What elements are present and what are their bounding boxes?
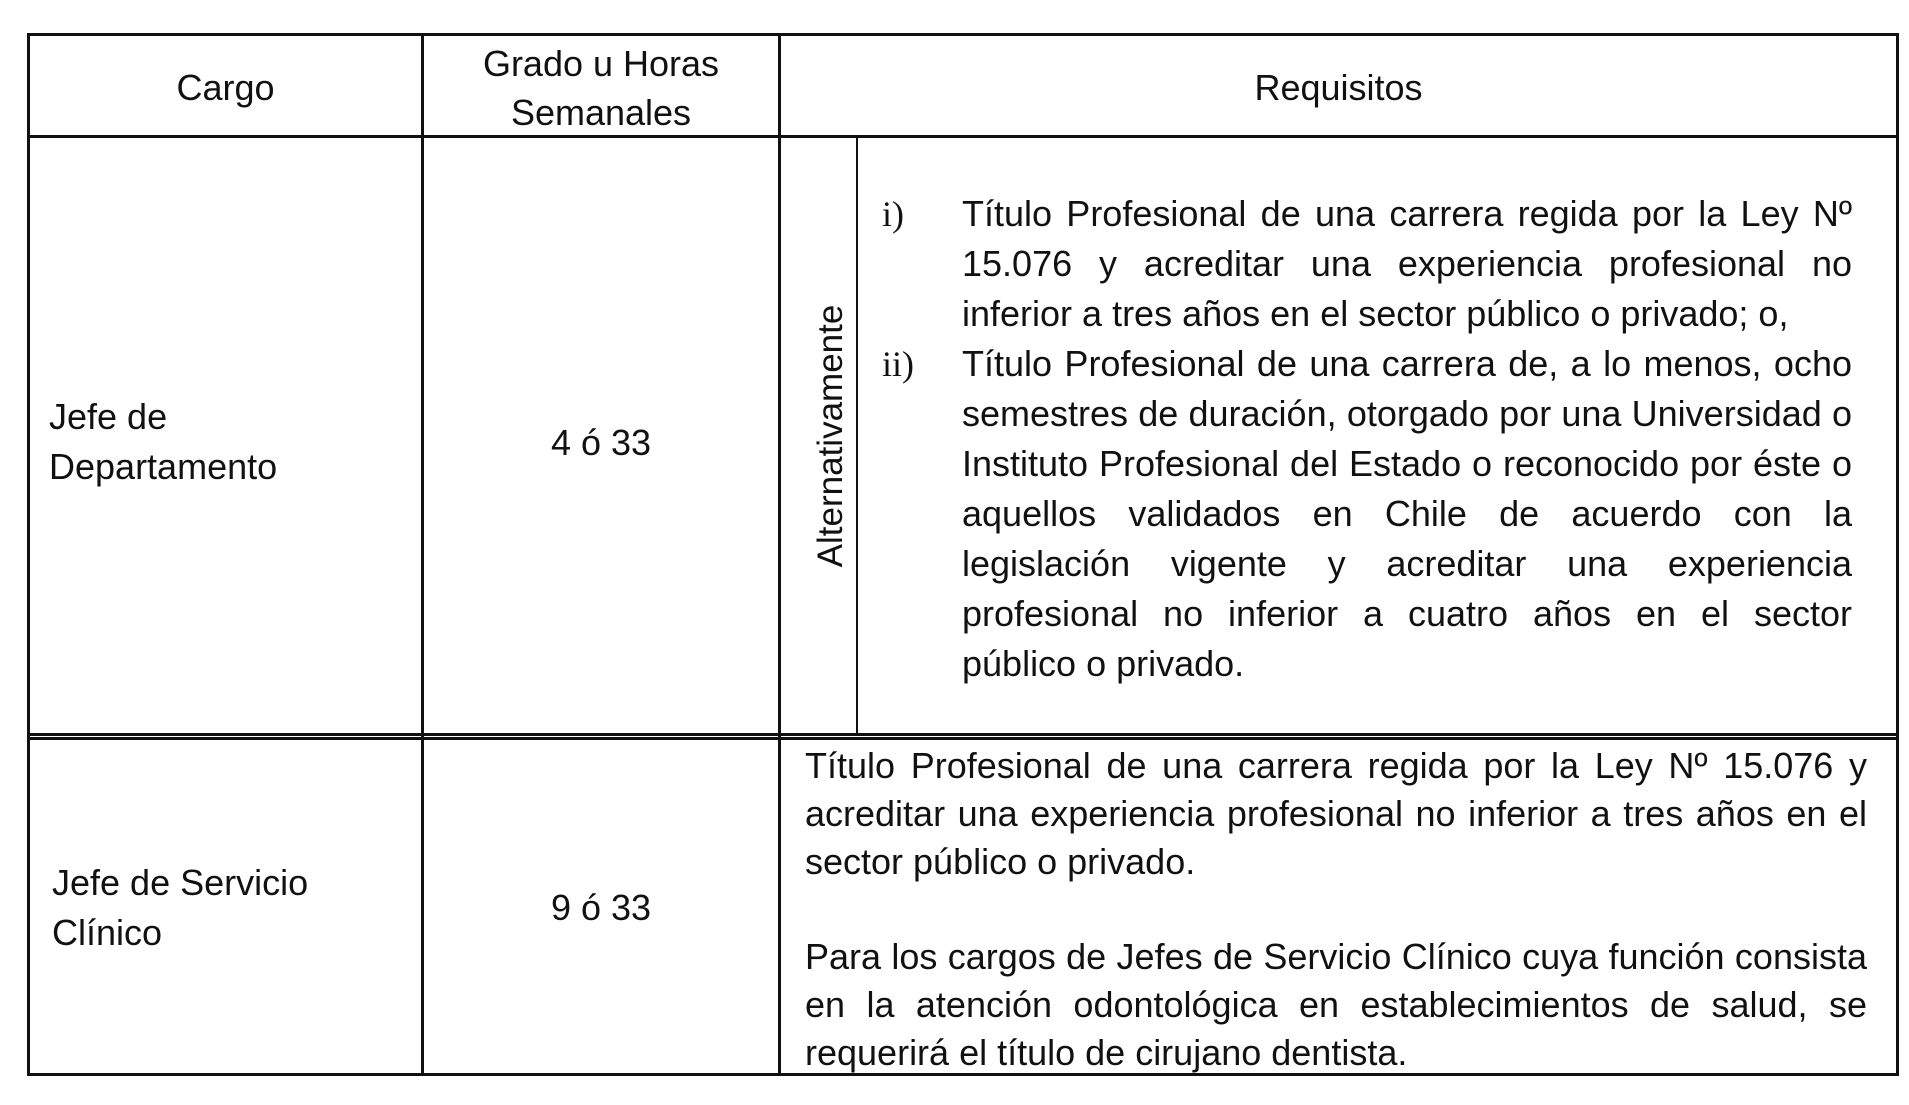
row-2-grado: 9 ó 33 [550,887,652,928]
column-divider-2 [778,33,781,1076]
table-right-border [1896,33,1899,1076]
header-grado-line-1: Grado u Horas [482,43,720,84]
row1-bottom-border [27,733,1899,736]
row-1-requirement-2-text: Título Profesional de una carrera de, a lo menos, ocho semestres de duración, otorgado por una Universidad o Instituto Profesional del Estado o reconocido por éste o aquellos validados en Chile de acuerdo con la legislación vigente y acreditar una experiencia profesional no inferior a cuatro años en el sector público o privado. [962,343,1852,684]
row-2-requirements-paragraph-1: Título Profesional de una carrera regida por la Ley Nº 15.076 y acreditar una experiencia profesional no inferior a tres años en el sector público o privado. [805,745,1867,882]
header-requisitos: Requisitos [1254,67,1423,108]
row-1-grado: 4 ó 33 [550,422,652,463]
row2-top-border [27,737,1899,740]
row-2-requirements-paragraph-2: Para los cargos de Jefes de Servicio Clínico cuya función consista en la atención odontológica en establecimientos de salud, se requerirá el título de cirujano dentista. [805,936,1867,1073]
alternatively-divider [856,137,858,734]
table-top-border [27,33,1899,36]
row-2-cargo: Jefe de Servicio Clínico [52,862,309,953]
header-cargo: Cargo [176,67,275,108]
header-bottom-border [27,135,1899,138]
row-1-requirement-1-marker: i) [882,194,904,234]
row-1-alternatively-label: Alternativamente [811,304,850,568]
row-1-cargo: Jefe de Departamento [49,396,278,487]
header-grado-line-2: Semanales [510,92,692,133]
row-1-requirement-1-text: Título Profesional de una carrera regida por la Ley Nº 15.076 y acreditar una experiencia profesional no inferior a tres años en el sector público o privado; o, [962,193,1852,334]
table-left-border [27,33,30,1076]
row-1-requirement-2-marker: ii) [882,344,914,384]
